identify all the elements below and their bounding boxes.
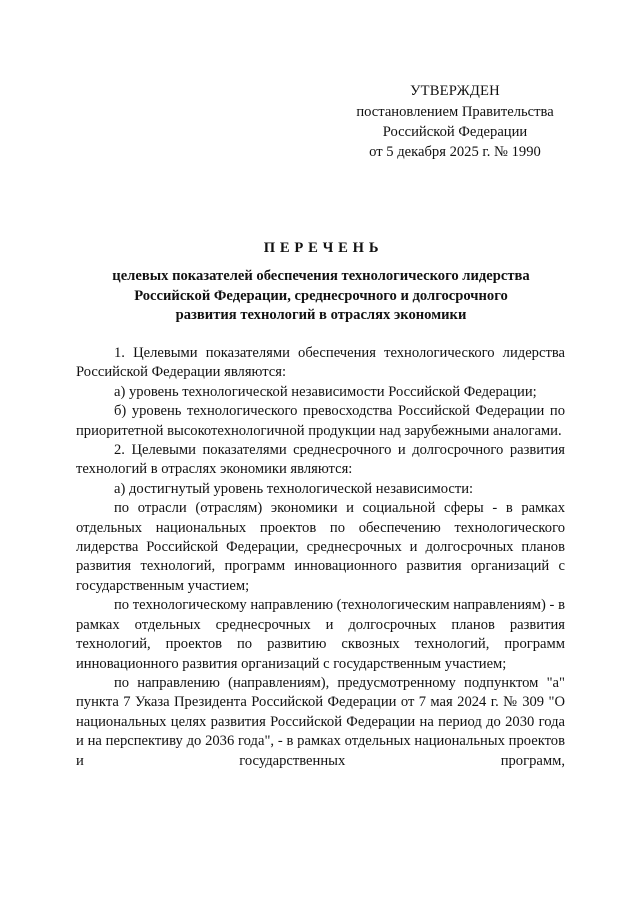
paragraph: по технологическому направлению (технологическим направлениям) - в рамках отдельных среднесрочных и долгосрочных планов развития технологий, проектов по развитию сквозных технологий, программ инновационного развития организаций с государственным участием; bbox=[76, 597, 565, 672]
document-subtitle-line: развития технологий в отраслях экономики bbox=[175, 307, 467, 323]
paragraph: а) уровень технологической независимости Российской Федерации; bbox=[114, 383, 537, 400]
approval-title: УТВЕРЖДЕН bbox=[410, 83, 500, 99]
paragraph: а) достигнутый уровень технологической независимости: bbox=[114, 480, 474, 497]
paragraph: по отрасли (отраслям) экономики и социальной сферы - в рамках отдельных национальных проектов по обеспечению технологического лидерства Российской Федерации, среднесрочных и долгосрочных планов развития технологий, программ инновационного развития организаций с государственным участием; bbox=[76, 500, 565, 594]
approval-stamp bbox=[340, 81, 570, 162]
approval-line: Российской Федерации bbox=[382, 124, 528, 140]
document-title: ПЕРЕЧЕНЬ bbox=[263, 240, 384, 256]
document-body bbox=[76, 344, 565, 771]
paragraph: 1. Целевыми показателями обеспечения технологического лидерства Российской Федерации являются: bbox=[76, 345, 565, 381]
approval-line: постановлением Правительства bbox=[356, 104, 554, 120]
document-subtitle-line: целевых показателей обеспечения технологического лидерства bbox=[112, 268, 530, 284]
approval-date-line: от 5 декабря 2025 г. № 1990 bbox=[369, 144, 541, 160]
document-heading bbox=[76, 238, 566, 326]
document-subtitle-line: Российской Федерации, среднесрочного и долгосрочного bbox=[134, 287, 508, 304]
paragraph: б) уровень технологического превосходства Российской Федерации по приоритетной высокотехнологичной продукции над зарубежными аналогами. bbox=[76, 403, 565, 439]
paragraph: по направлению (направлениям), предусмотренному подпунктом "а" пункта 7 Указа Президента Российской Федерации от 7 мая 2024 г. № 309 "О национальных целях развития Российской Федерации на период до 2030 года и на перспективу до 2036 года", - в рамках отдельных национальных проектов и государственных программ, bbox=[76, 674, 565, 769]
paragraph: 2. Целевыми показателями среднесрочного и долгосрочного развития технологий в отраслях экономики являются: bbox=[76, 442, 565, 478]
